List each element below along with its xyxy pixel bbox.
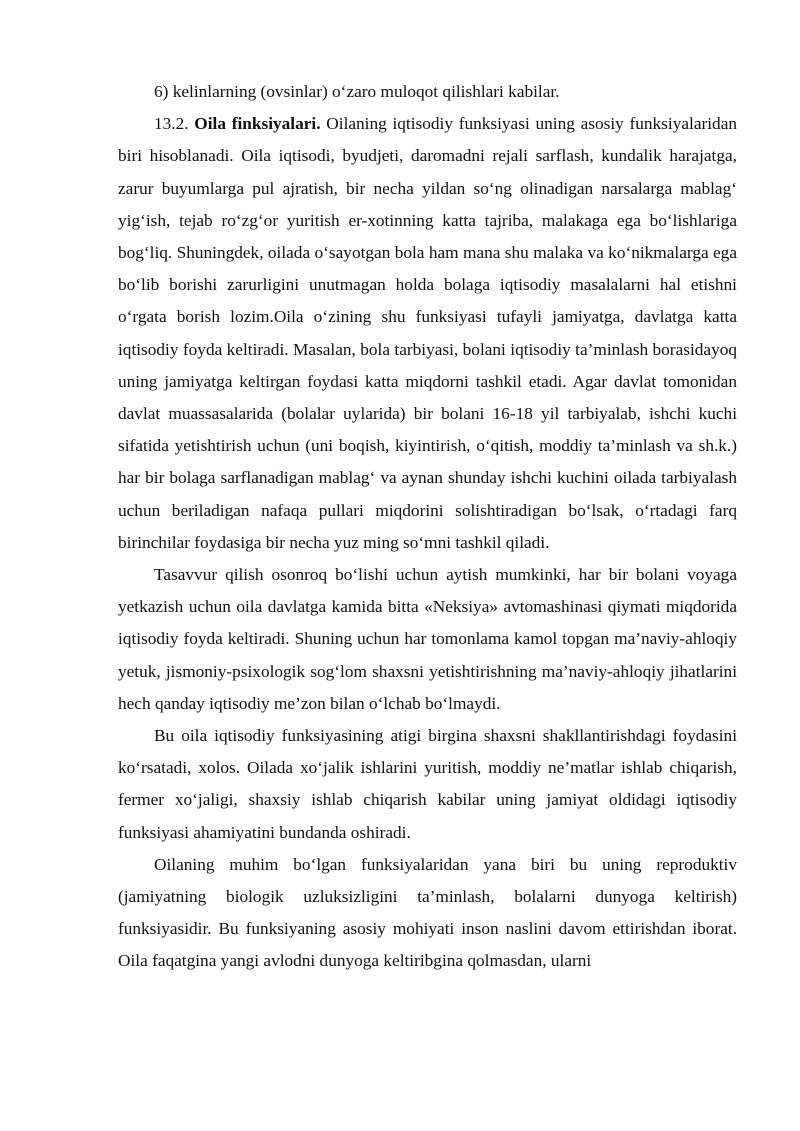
paragraph-section-13-2	[118, 108, 737, 559]
document-body	[118, 76, 737, 978]
section-title: Oila finksiyalari.	[194, 114, 321, 134]
section-number: 13.2.	[154, 114, 189, 134]
paragraph-1-text: Oilaning iqtisodiy funksiyasi uning asosiy funksiyalaridan biri hisoblanadi. Oila iqtisodi, byudjeti, daromadni rejali sarflash, kundalik harajatga, zarur buyumlarga pul ajratish, bir necha yildan so‘ng olinadigan narsalarga mablag‘ yig‘ish, tejab ro‘zg‘or yuritish er-xotinning katta tajriba, malakaga ega bo‘lishlariga bog‘liq. Shuningdek, oilada o‘sayotgan bola ham mana shu malaka va ko‘nikmalarga ega bo‘lib borishi zarurligini unutmagan holda bolaga iqtisodiy masalalarni hal etishni o‘rgata borish lozim.Oila o‘zining shu funksiyasi tufayli jamiyatga, davlatga katta iqtisodiy foyda keltiradi. Masalan, bola tarbiyasi, bolani iqtisodiy ta’minlash borasidayoq uning jamiyatga keltirgan foydasi katta miqdorni tashkil etadi. Agar davlat tomonidan davlat muassasalarida (bolalar uylarida) bir bolani 16-18 yil tarbiyalab, ishchi kuchi sifatida yetishtirish uchun (uni boqish, kiyintirish, o‘qitish, moddiy ta’minlash va sh.k.) har bir bolaga sarflanadigan mablag‘ va aynan shunday ishchi kuchini oilada tarbiyalash uchun beriladigan nafaqa pullari miqdorini solishtiradigan bo‘lsak, o‘rtadagi farq birinchilar foydasiga bir necha yuz ming so‘mni tashkil qiladi.	[118, 114, 738, 552]
paragraph-3: Bu oila iqtisodiy funksiyasining atigi birgina shaxsni shakllantirishdagi foydasini ko‘rsatadi, xolos. Oilada xo‘jalik ishlarini yuritish, moddiy ne’matlar ishlab chiqarish, fermer xo‘jaligi, shaxsiy ishlab chiqarish kabilar uning jamiyat oldidagi iqtisodiy funksiyasi ahamiyatini bundanda oshiradi.	[118, 726, 737, 842]
paragraph-4: Oilaning muhim bo‘lgan funksiyalaridan yana biri bu uning reproduktiv (jamiyatning biologik uzluksizligini ta’minlash, bolalarni dunyoga keltirish) funksiyasidir. Bu funksiyaning asosiy mohiyati inson naslini davom ettirishdan iborat. Oila faqatgina yangi avlodni dunyoga keltiribgina qolmasdan, ularni	[118, 854, 737, 971]
list-item-6: 6) kelinlarning (ovsinlar) o‘zaro muloqot qilishlari kabilar.	[154, 82, 560, 101]
paragraph-2: Tasavvur qilish osonroq bo‘lishi uchun aytish mumkinki, har bir bolani voyaga yetkazish uchun oila davlatga kamida bitta «Neksiya» avtomashinasi qiymati miqdorida iqtisodiy foyda keltiradi. Shuning uchun har tomonlama kamol topgan ma’naviy-ahloqiy yetuk, jismoniy-psixologik sog‘lom shaxsni yetishtirishning ma’naviy-ahloqiy jihatlarini hech qanday iqtisodiy me’zon bilan o‘lchab bo‘lmaydi.	[118, 565, 737, 713]
